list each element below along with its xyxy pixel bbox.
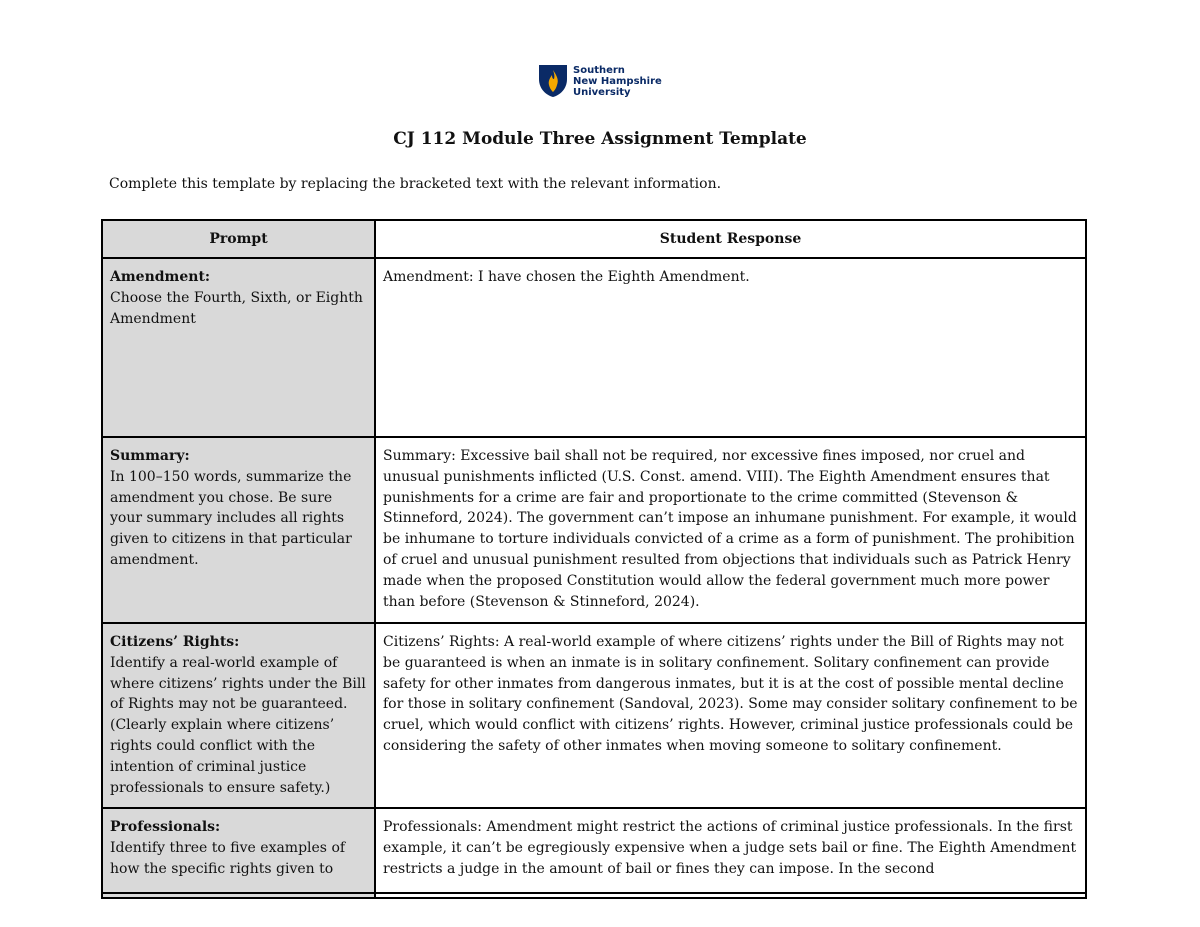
prompt-cell	[102, 808, 375, 898]
prompt-body: Choose the Fourth, Sixth, or Eighth Amendment	[110, 289, 363, 327]
table-row-amendment	[102, 258, 1086, 437]
prompt-cell	[102, 258, 375, 437]
logo-line-3: University	[573, 86, 631, 98]
logo-wordmark	[573, 65, 662, 98]
response-cell[interactable]: Summary: Excessive bail shall not be required, nor excessive fines imposed, nor cruel and unusual punishments inflicted (U.S. Const. amend. VIII). The Eighth Amendment ensures that punishments for a crime are fair and proportionate to the crime committed (Stevenson & Stinneford, 2024). The government can’t impose an inhumane punishment. For example, it would be inhumane to torture individuals convicted of a crime as a form of punishment. The prohibition of cruel and unusual punishment resulted from objections that individuals such as Patrick Henry made when the proposed Constitution would allow the federal government much more power than before (Stevenson & Stinneford, 2024).	[375, 437, 1086, 623]
prompt-body: Identify a real-world example of where citizens’ rights under the Bill of Rights may not be guaranteed. (Clearly explain where citizens’ rights could conflict with the intention of criminal justice professionals to ensure safety.)	[110, 654, 366, 796]
document-title: CJ 112 Module Three Assignment Template	[393, 129, 807, 149]
prompt-title: Amendment:	[110, 269, 211, 285]
prompt-title: Citizens’ Rights:	[110, 634, 240, 650]
response-cell[interactable]: Amendment: I have chosen the Eighth Amendment.	[375, 258, 1086, 437]
logo-line-2: New Hampshire	[573, 75, 662, 87]
university-logo	[538, 64, 662, 98]
response-cell[interactable]: Citizens’ Rights: A real-world example of where citizens’ rights under the Bill of Rights may not be guaranteed is when an inmate is in solitary confinement. Solitary confinement can provide safety for other inmates from dangerous inmates, but it is at the cost of possible mental decline for those in solitary confinement (Sandoval, 2023). Some may consider solitary confinement to be cruel, which would conflict with citizens’ rights. However, criminal justice professionals could be considering the safety of other inmates when moving someone to solitary confinement.	[375, 623, 1086, 808]
instructions-text: Complete this template by replacing the bracketed text with the relevant information.	[109, 176, 722, 192]
response-cell[interactable]: Professionals: Amendment might restrict the actions of criminal justice professionals. In the first example, it can’t be egregiously expensive when a judge sets bail or fine. The Eighth Amendment restricts a judge in the amount of bail or fines they can impose. In the second	[375, 808, 1086, 898]
prompt-body: Identify three to five examples of how the specific rights given to	[110, 839, 346, 877]
prompt-body: In 100–150 words, summarize the amendment you chose. Be sure your summary includes all rights given to citizens in that particular amendment.	[110, 468, 352, 568]
logo-line-1: Southern	[573, 64, 625, 76]
table-row-citizens-rights	[102, 623, 1086, 808]
table-bottom-border	[101, 892, 1085, 894]
prompt-cell	[102, 623, 375, 808]
table-header-row	[102, 220, 1086, 258]
shield-flame-icon	[538, 64, 568, 98]
prompt-cell	[102, 437, 375, 623]
prompt-column-header: Prompt	[102, 220, 375, 258]
assignment-table	[101, 219, 1087, 899]
prompt-title: Professionals:	[110, 819, 221, 835]
table-row-summary	[102, 437, 1086, 623]
prompt-title: Summary:	[110, 448, 190, 464]
table-row-professionals	[102, 808, 1086, 898]
response-column-header: Student Response	[375, 220, 1086, 258]
